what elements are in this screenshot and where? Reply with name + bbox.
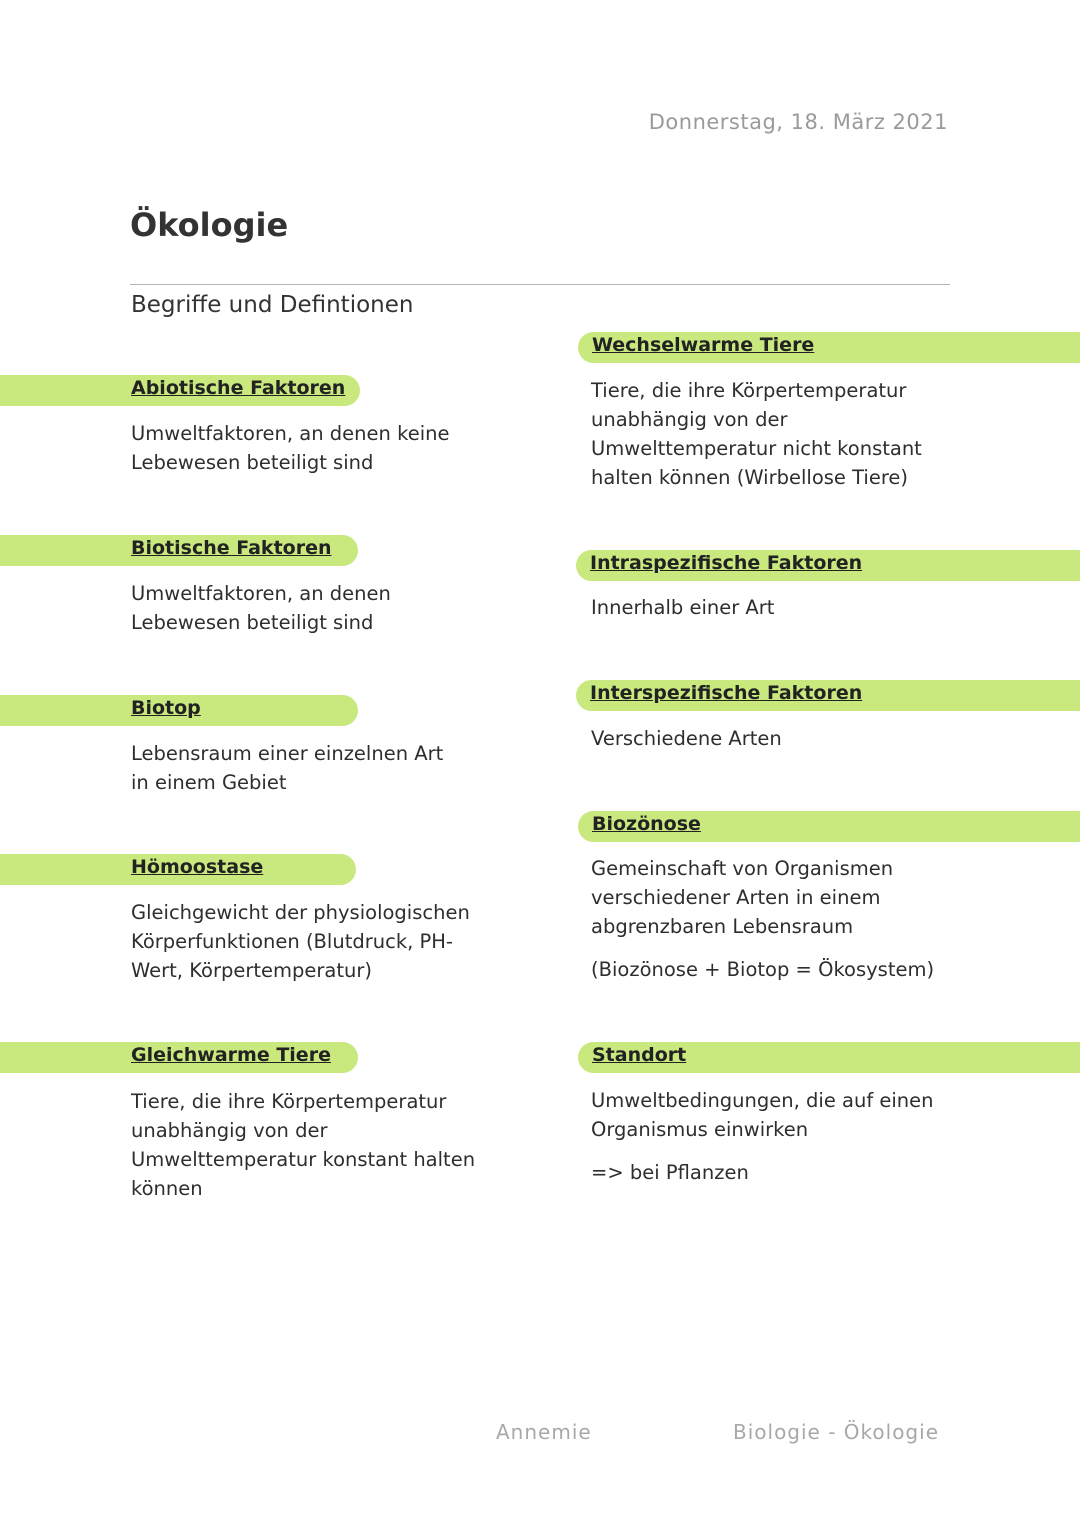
term-label: Biotop	[131, 697, 201, 719]
definition-biozonose: Gemeinschaft von Organismen verschiedener Arten in einem abgrenzbaren Lebensraum (Biozönose + Biotop = Ökosystem)	[591, 854, 934, 984]
definition-abiotische-faktoren: Umweltfaktoren, an denen keine Lebewesen beteiligt sind	[131, 422, 450, 474]
definition-standort: Umweltbedingungen, die auf einen Organismus einwirken => bei Pflanzen	[591, 1086, 934, 1187]
term-label: Hömoostase	[131, 856, 264, 878]
term-intraspezifische-faktoren	[576, 550, 1080, 581]
definition-intraspezifische-faktoren: Innerhalb einer Art	[591, 596, 775, 619]
term-label: Biozönose	[592, 813, 701, 835]
definition-note: => bei Pflanzen	[591, 1161, 749, 1184]
page-title: Ökologie	[130, 206, 289, 244]
definition-gleichwarme-tiere: Tiere, die ihre Körpertemperatur unabhängig von der Umwelttemperatur konstant halten können	[131, 1090, 476, 1200]
term-biotop	[0, 695, 358, 726]
term-abiotische-faktoren	[0, 375, 360, 406]
term-gleichwarme-tiere	[0, 1042, 358, 1073]
definition-note: (Biozönose + Biotop = Ökosystem)	[591, 958, 935, 981]
term-label: Intraspezifische Faktoren	[590, 552, 863, 574]
term-label: Interspezifische Faktoren	[590, 682, 863, 704]
term-label: Standort	[592, 1044, 687, 1066]
term-standort	[578, 1042, 1080, 1073]
date: Donnerstag, 18. März 2021	[648, 110, 948, 134]
term-label: Abiotische Faktoren	[131, 377, 346, 399]
definition-biotop: Lebensraum einer einzelnen Art in einem Gebiet	[131, 742, 444, 794]
term-interspezifische-faktoren	[576, 680, 1080, 711]
divider	[130, 284, 950, 285]
term-label: Biotische Faktoren	[131, 537, 332, 559]
term-biotische-faktoren	[0, 535, 358, 566]
term-label: Gleichwarme Tiere	[131, 1044, 331, 1066]
footer-author: Annemie	[496, 1420, 592, 1444]
term-label: Wechselwarme Tiere	[592, 334, 815, 356]
footer-subject: Biologie - Ökologie	[733, 1420, 939, 1444]
definition-interspezifische-faktoren: Verschiedene Arten	[591, 727, 782, 750]
term-biozonose	[578, 811, 1080, 842]
term-wechselwarme-tiere	[578, 332, 1080, 363]
definition-homoostase: Gleichgewicht der physiologischen Körperfunktionen (Blutdruck, PH- Wert, Körpertemperatur)	[131, 901, 470, 982]
term-homoostase	[0, 854, 356, 885]
definition-biotische-faktoren: Umweltfaktoren, an denen Lebewesen beteiligt sind	[131, 582, 391, 634]
definition-wechselwarme-tiere: Tiere, die ihre Körpertemperatur unabhängig von der Umwelttemperatur nicht konstant halten können (Wirbellose Tiere)	[591, 379, 922, 489]
page-subtitle: Begriffe und Defintionen	[131, 292, 414, 318]
